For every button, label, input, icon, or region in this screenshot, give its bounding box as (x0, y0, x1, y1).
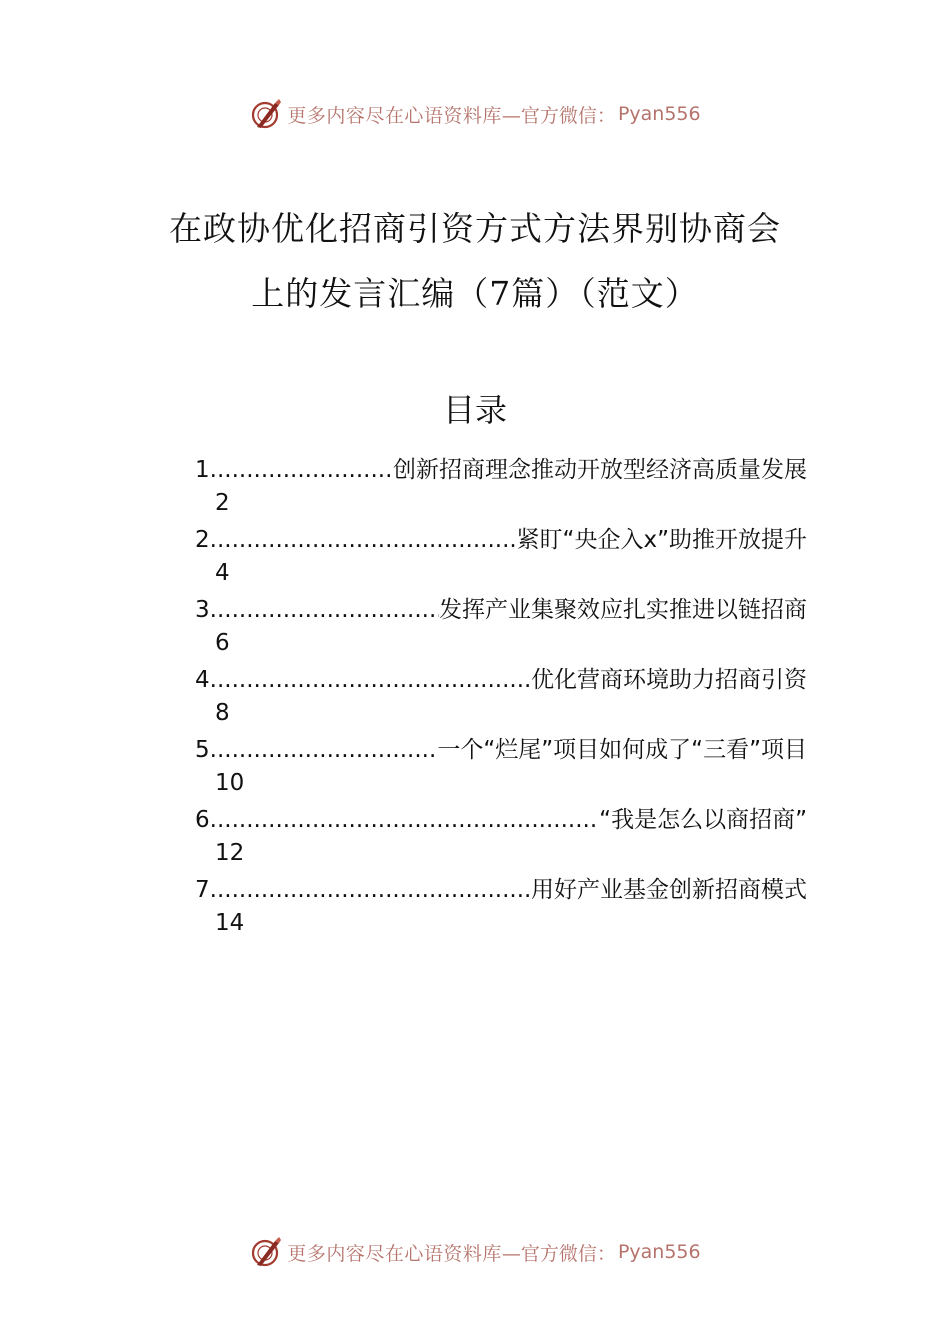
toc-entry-page: 4 (215, 560, 230, 586)
header-watermark-banner (0, 94, 950, 134)
toc-leader-dots (210, 452, 393, 488)
toc-entry-title: 优化营商环境助力招商引资 (531, 667, 807, 693)
banner-account: Pyan556 (617, 103, 701, 125)
toc-leader-dots (210, 522, 517, 558)
toc-entry-page: 6 (215, 630, 230, 656)
toc-leader-dots (210, 732, 438, 768)
toc-entry-number: 6 (195, 807, 210, 833)
toc-entry-title: 一个“烂尾”项目如何成了“三看”项目 (437, 737, 807, 763)
toc-entry-1[interactable] (195, 452, 807, 522)
toc-entry-number: 2 (195, 527, 210, 553)
toc-leader-dots (210, 802, 600, 838)
toc-entry-number: 4 (195, 667, 210, 693)
document-title-line-2: 上的发言汇编（7篇）（范文） (251, 274, 699, 313)
toc-entry-number: 5 (195, 737, 210, 763)
banner-account: Pyan556 (617, 1241, 701, 1263)
toc-entry-page: 14 (215, 910, 245, 936)
quill-pen-logo-icon (249, 1235, 283, 1269)
toc-leader-dots (210, 592, 439, 628)
toc-entry-title: 发挥产业集聚效应扎实推进以链招商 (439, 597, 807, 623)
footer-watermark-banner (0, 1232, 950, 1272)
toc-entry-number: 1 (195, 457, 210, 483)
quill-pen-logo-icon (249, 97, 283, 131)
banner-text: 更多内容尽在心语资料库 (287, 104, 502, 127)
toc-entry-5[interactable] (195, 732, 807, 802)
toc-entry-page: 10 (215, 770, 245, 796)
document-title-line-1: 在政协优化招商引资方式方法界别协商会 (169, 209, 781, 248)
toc-entry-title: 用好产业基金创新招商模式 (531, 877, 807, 903)
toc-entry-number: 3 (195, 597, 210, 623)
toc-entry-4[interactable] (195, 662, 807, 732)
toc-entry-title: “我是怎么以商招商” (599, 807, 807, 833)
toc-entry-number: 7 (195, 877, 210, 903)
toc-entry-2[interactable] (195, 522, 807, 592)
table-of-contents (195, 452, 807, 942)
toc-entry-7[interactable] (195, 872, 807, 942)
toc-entry-3[interactable] (195, 592, 807, 662)
toc-entry-6[interactable] (195, 802, 807, 872)
banner-separator: —官方微信： (501, 1242, 616, 1265)
banner-separator: —官方微信： (501, 104, 616, 127)
toc-leader-dots (210, 872, 531, 908)
toc-entry-title: 紧盯“央企入x”助推开放提升 (516, 527, 807, 553)
toc-entry-page: 12 (215, 840, 245, 866)
toc-heading: 目录 (442, 391, 507, 429)
toc-entry-page: 2 (215, 490, 230, 516)
toc-entry-title: 创新招商理念推动开放型经济高质量发展 (393, 457, 807, 483)
toc-leader-dots (210, 662, 531, 698)
banner-text: 更多内容尽在心语资料库 (287, 1242, 502, 1265)
toc-entry-page: 8 (215, 700, 230, 726)
